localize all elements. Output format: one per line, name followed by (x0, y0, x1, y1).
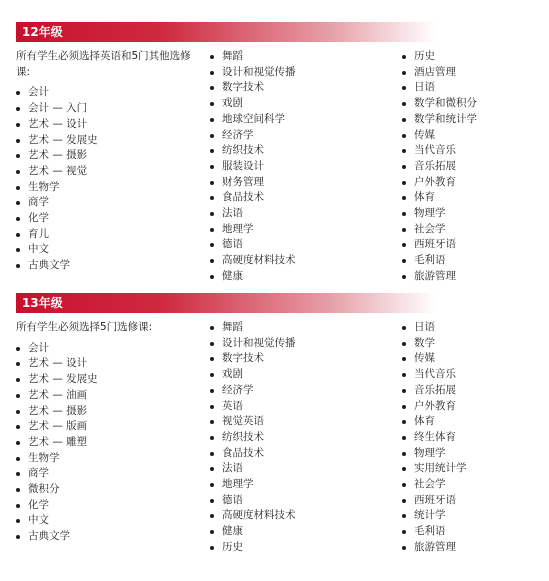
section-intro: 所有学生必须选择英语和5门其他选修课: (16, 50, 191, 78)
subject-label: 食品技术 (222, 191, 264, 204)
bullet-icon (210, 149, 214, 153)
bullet-icon (402, 342, 406, 346)
subject-label: 社会学 (414, 222, 446, 235)
subject-item (210, 253, 390, 269)
subject-item (402, 159, 542, 175)
subject-item (210, 414, 390, 430)
subject-item (210, 222, 390, 238)
bullet-icon (402, 181, 406, 185)
bullet-icon (16, 154, 20, 158)
bullet-icon (210, 181, 214, 185)
subject-label: 中文 (28, 514, 49, 527)
bullet-icon (16, 394, 20, 398)
subject-item (402, 269, 542, 285)
bullet-icon (402, 228, 406, 232)
bullet-icon (16, 378, 20, 382)
subject-list (16, 85, 202, 273)
subject-item (402, 508, 542, 524)
subject-item (16, 529, 202, 545)
subject-label: 育儿 (28, 227, 49, 240)
bullet-icon (402, 357, 406, 361)
subject-column-1 (16, 320, 202, 545)
bullet-icon (210, 134, 214, 138)
bullet-icon (16, 362, 20, 366)
subject-item (16, 195, 202, 211)
subject-label: 古典文学 (28, 259, 70, 272)
subject-item (402, 80, 542, 96)
bullet-icon (210, 342, 214, 346)
bullet-icon (402, 389, 406, 393)
subject-item (210, 336, 390, 352)
subject-item (402, 493, 542, 509)
subject-column-2 (210, 49, 390, 285)
bullet-icon (402, 212, 406, 216)
subject-item (16, 372, 202, 388)
subject-list (210, 49, 390, 285)
subject-label: 古典文学 (28, 530, 70, 543)
section-intro: 所有学生必须选择5门选修课: (16, 321, 153, 333)
subject-label: 戏剧 (222, 97, 243, 110)
subject-item (210, 367, 390, 383)
bullet-icon (16, 425, 20, 429)
subject-label: 设计和视觉传播 (222, 336, 296, 349)
bullet-icon (210, 499, 214, 503)
bullet-icon (402, 530, 406, 534)
bullet-icon (210, 467, 214, 471)
subject-item (402, 65, 542, 81)
bullet-icon (210, 196, 214, 200)
subject-label: 历史 (222, 540, 243, 553)
bullet-icon (402, 165, 406, 169)
subject-label: 艺术 — 油画 (28, 388, 88, 401)
bullet-icon (210, 165, 214, 169)
bullet-icon (210, 483, 214, 487)
subject-item (16, 148, 202, 164)
bullet-icon (210, 102, 214, 106)
bullet-icon (16, 264, 20, 268)
subject-item (16, 513, 202, 529)
bullet-icon (16, 186, 20, 190)
bullet-icon (16, 347, 20, 351)
bullet-icon (402, 373, 406, 377)
subject-label: 微积分 (28, 483, 60, 496)
subject-label: 毛利语 (414, 525, 446, 538)
subject-label: 商学 (28, 467, 49, 480)
bullet-icon (210, 546, 214, 550)
subject-list (402, 49, 542, 285)
subject-label: 艺术 — 发展史 (28, 373, 98, 386)
bullet-icon (210, 514, 214, 518)
subject-item (210, 269, 390, 285)
bullet-icon (210, 228, 214, 232)
subject-label: 舞蹈 (222, 321, 243, 333)
subject-item (16, 356, 202, 372)
subject-label: 食品技术 (222, 446, 264, 459)
bullet-icon (210, 373, 214, 377)
subject-item (402, 96, 542, 112)
subject-column-2 (210, 320, 390, 556)
subject-column-3 (402, 320, 542, 556)
subject-label: 艺术 — 发展史 (28, 133, 98, 146)
subject-label: 艺术 — 摄影 (28, 149, 88, 162)
section-title: 12年级 (22, 25, 63, 39)
subject-label: 社会学 (414, 478, 446, 491)
subject-item (210, 430, 390, 446)
subject-label: 西班牙语 (414, 238, 456, 251)
subject-item (402, 206, 542, 222)
bullet-icon (402, 467, 406, 471)
bullet-icon (16, 410, 20, 414)
subject-item (16, 180, 202, 196)
bullet-icon (210, 405, 214, 409)
bullet-icon (402, 55, 406, 59)
subject-item (402, 253, 542, 269)
subject-label: 旅游管理 (414, 540, 456, 553)
subject-label: 毛利语 (414, 254, 446, 267)
subject-label: 法语 (222, 207, 243, 220)
subject-label: 终生体育 (414, 430, 456, 443)
subject-item (402, 336, 542, 352)
subject-label: 数学和统计学 (414, 112, 477, 125)
bullet-icon (402, 275, 406, 279)
bullet-icon (210, 71, 214, 75)
bullet-icon (210, 357, 214, 361)
subject-item (16, 341, 202, 357)
bullet-icon (210, 243, 214, 247)
bullet-icon (16, 107, 20, 111)
subject-label: 视觉英语 (222, 415, 264, 428)
subject-label: 当代音乐 (414, 368, 456, 381)
bullet-icon (402, 118, 406, 122)
subject-label: 经济学 (222, 128, 254, 141)
bullet-icon (402, 483, 406, 487)
subject-item (402, 414, 542, 430)
bullet-icon (16, 472, 20, 476)
subject-item (210, 237, 390, 253)
bullet-icon (210, 55, 214, 59)
subject-label: 地球空间科学 (222, 112, 285, 125)
subject-label: 体育 (414, 191, 435, 204)
bullet-icon (16, 233, 20, 237)
bullet-icon (210, 452, 214, 456)
subject-item (402, 446, 542, 462)
subject-item (210, 540, 390, 556)
subject-item (402, 351, 542, 367)
subject-item (16, 117, 202, 133)
subject-label: 化学 (28, 212, 49, 225)
subject-item (402, 540, 542, 556)
subject-label: 高硬度材料技术 (222, 509, 296, 522)
bullet-icon (402, 499, 406, 503)
subject-label: 纺织技术 (222, 430, 264, 443)
subject-label: 英语 (222, 399, 243, 412)
subject-item (402, 367, 542, 383)
bullet-icon (210, 212, 214, 216)
subject-label: 音乐拓展 (414, 159, 456, 172)
subject-label: 高硬度材料技术 (222, 254, 296, 267)
bullet-icon (402, 134, 406, 138)
section-banner (16, 293, 436, 313)
bullet-icon (402, 405, 406, 409)
bullet-icon (402, 71, 406, 75)
subject-label: 旅游管理 (414, 269, 456, 282)
subject-item (16, 227, 202, 243)
subject-list (402, 320, 542, 556)
subject-item (210, 96, 390, 112)
bullet-icon (210, 530, 214, 534)
bullet-icon (402, 259, 406, 263)
subject-item (210, 80, 390, 96)
subject-label: 法语 (222, 462, 243, 475)
bullet-icon (16, 248, 20, 252)
subject-label: 户外教育 (414, 175, 456, 188)
bullet-icon (16, 123, 20, 127)
subject-item (402, 430, 542, 446)
subject-item (210, 175, 390, 191)
subject-label: 物理学 (414, 207, 446, 220)
subject-item (16, 498, 202, 514)
subject-item (402, 128, 542, 144)
subject-item (16, 85, 202, 101)
bullet-icon (210, 86, 214, 90)
subject-item (402, 477, 542, 493)
bullet-icon (210, 275, 214, 279)
subject-label: 物理学 (414, 446, 446, 459)
subject-item (210, 524, 390, 540)
bullet-icon (210, 259, 214, 263)
subject-item (16, 164, 202, 180)
bullet-icon (16, 535, 20, 539)
subject-label: 会计 (28, 86, 49, 99)
subject-label: 设计和视觉传播 (222, 65, 296, 78)
subject-label: 日语 (414, 81, 435, 94)
subject-label: 会计 (28, 341, 49, 354)
subject-item (402, 190, 542, 206)
subject-label: 健康 (222, 269, 243, 282)
subject-item (402, 320, 542, 336)
subject-label: 数学 (414, 336, 435, 349)
subject-label: 传媒 (414, 128, 435, 141)
bullet-icon (402, 102, 406, 106)
subject-label: 音乐拓展 (414, 383, 456, 396)
subject-label: 德语 (222, 238, 243, 251)
bullet-icon (210, 436, 214, 440)
subject-item (402, 383, 542, 399)
bullet-icon (210, 420, 214, 424)
subject-label: 服装设计 (222, 159, 264, 172)
subject-item (402, 461, 542, 477)
subject-item (210, 49, 390, 65)
subject-item (16, 466, 202, 482)
subject-label: 当代音乐 (414, 144, 456, 157)
subject-item (402, 524, 542, 540)
subject-item (210, 493, 390, 509)
bullet-icon (16, 201, 20, 205)
subject-item (16, 435, 202, 451)
subject-label: 财务管理 (222, 175, 264, 188)
subject-item (16, 482, 202, 498)
subject-label: 数学和微积分 (414, 97, 477, 110)
subject-item (210, 461, 390, 477)
subject-label: 实用统计学 (414, 462, 467, 475)
subject-label: 舞蹈 (222, 50, 243, 62)
bullet-icon (402, 546, 406, 550)
subject-label: 艺术 — 版画 (28, 420, 88, 433)
section-title: 13年级 (22, 296, 63, 310)
subject-item (16, 101, 202, 117)
subject-item (402, 112, 542, 128)
bullet-icon (402, 420, 406, 424)
subject-label: 数字技术 (222, 352, 264, 365)
subject-label: 户外教育 (414, 399, 456, 412)
subject-label: 体育 (414, 415, 435, 428)
subject-item (210, 128, 390, 144)
subject-item (16, 258, 202, 274)
bullet-icon (402, 436, 406, 440)
bullet-icon (402, 86, 406, 90)
subject-list (210, 320, 390, 556)
subject-item (16, 211, 202, 227)
bullet-icon (210, 118, 214, 122)
subject-item (210, 399, 390, 415)
bullet-icon (402, 452, 406, 456)
subject-label: 健康 (222, 525, 243, 538)
subject-item (210, 446, 390, 462)
subject-label: 西班牙语 (414, 493, 456, 506)
subject-label: 艺术 — 视觉 (28, 164, 88, 177)
subject-item (402, 49, 542, 65)
subject-label: 地理学 (222, 222, 254, 235)
subject-label: 艺术 — 雕塑 (28, 435, 88, 448)
subject-label: 艺术 — 摄影 (28, 404, 88, 417)
subject-label: 纺织技术 (222, 144, 264, 157)
subject-item (16, 419, 202, 435)
subject-item (210, 477, 390, 493)
subject-item (16, 242, 202, 258)
subject-label: 生物学 (28, 451, 60, 464)
subject-item (210, 65, 390, 81)
bullet-icon (16, 441, 20, 445)
subject-item (402, 143, 542, 159)
subject-label: 日语 (414, 321, 435, 333)
subject-label: 生物学 (28, 180, 60, 193)
bullet-icon (16, 457, 20, 461)
subject-item (210, 351, 390, 367)
subject-label: 统计学 (414, 509, 446, 522)
section-banner (16, 22, 436, 42)
subject-label: 德语 (222, 493, 243, 506)
subject-item (210, 190, 390, 206)
subject-label: 艺术 — 设计 (28, 357, 88, 370)
bullet-icon (402, 196, 406, 200)
bullet-icon (402, 514, 406, 518)
subject-label: 艺术 — 设计 (28, 117, 88, 130)
subject-column-3 (402, 49, 542, 285)
subject-item (210, 112, 390, 128)
subject-item (402, 222, 542, 238)
subject-label: 中文 (28, 243, 49, 256)
subject-label: 数字技术 (222, 81, 264, 94)
subject-label: 经济学 (222, 383, 254, 396)
subject-label: 戏剧 (222, 368, 243, 381)
subject-item (402, 399, 542, 415)
subject-label: 地理学 (222, 478, 254, 491)
bullet-icon (16, 217, 20, 221)
subject-label: 会计 — 入门 (28, 102, 88, 115)
subject-item (402, 237, 542, 253)
bullet-icon (210, 326, 214, 330)
bullet-icon (402, 326, 406, 330)
subject-item (210, 159, 390, 175)
subject-item (210, 508, 390, 524)
bullet-icon (16, 488, 20, 492)
subject-item (16, 133, 202, 149)
bullet-icon (16, 170, 20, 174)
subject-item (210, 383, 390, 399)
subject-item (16, 404, 202, 420)
subject-column-1 (16, 49, 202, 274)
subject-label: 传媒 (414, 352, 435, 365)
bullet-icon (16, 519, 20, 523)
subject-label: 酒店管理 (414, 65, 456, 78)
subject-item (210, 143, 390, 159)
bullet-icon (16, 139, 20, 143)
subject-label: 商学 (28, 196, 49, 209)
subject-item (402, 175, 542, 191)
subject-item (210, 320, 390, 336)
subject-list (16, 341, 202, 545)
bullet-icon (402, 243, 406, 247)
bullet-icon (16, 504, 20, 508)
bullet-icon (210, 389, 214, 393)
bullet-icon (16, 91, 20, 95)
subject-label: 历史 (414, 50, 435, 62)
subject-label: 化学 (28, 498, 49, 511)
subject-item (210, 206, 390, 222)
subject-item (16, 451, 202, 467)
bullet-icon (402, 149, 406, 153)
subject-item (16, 388, 202, 404)
